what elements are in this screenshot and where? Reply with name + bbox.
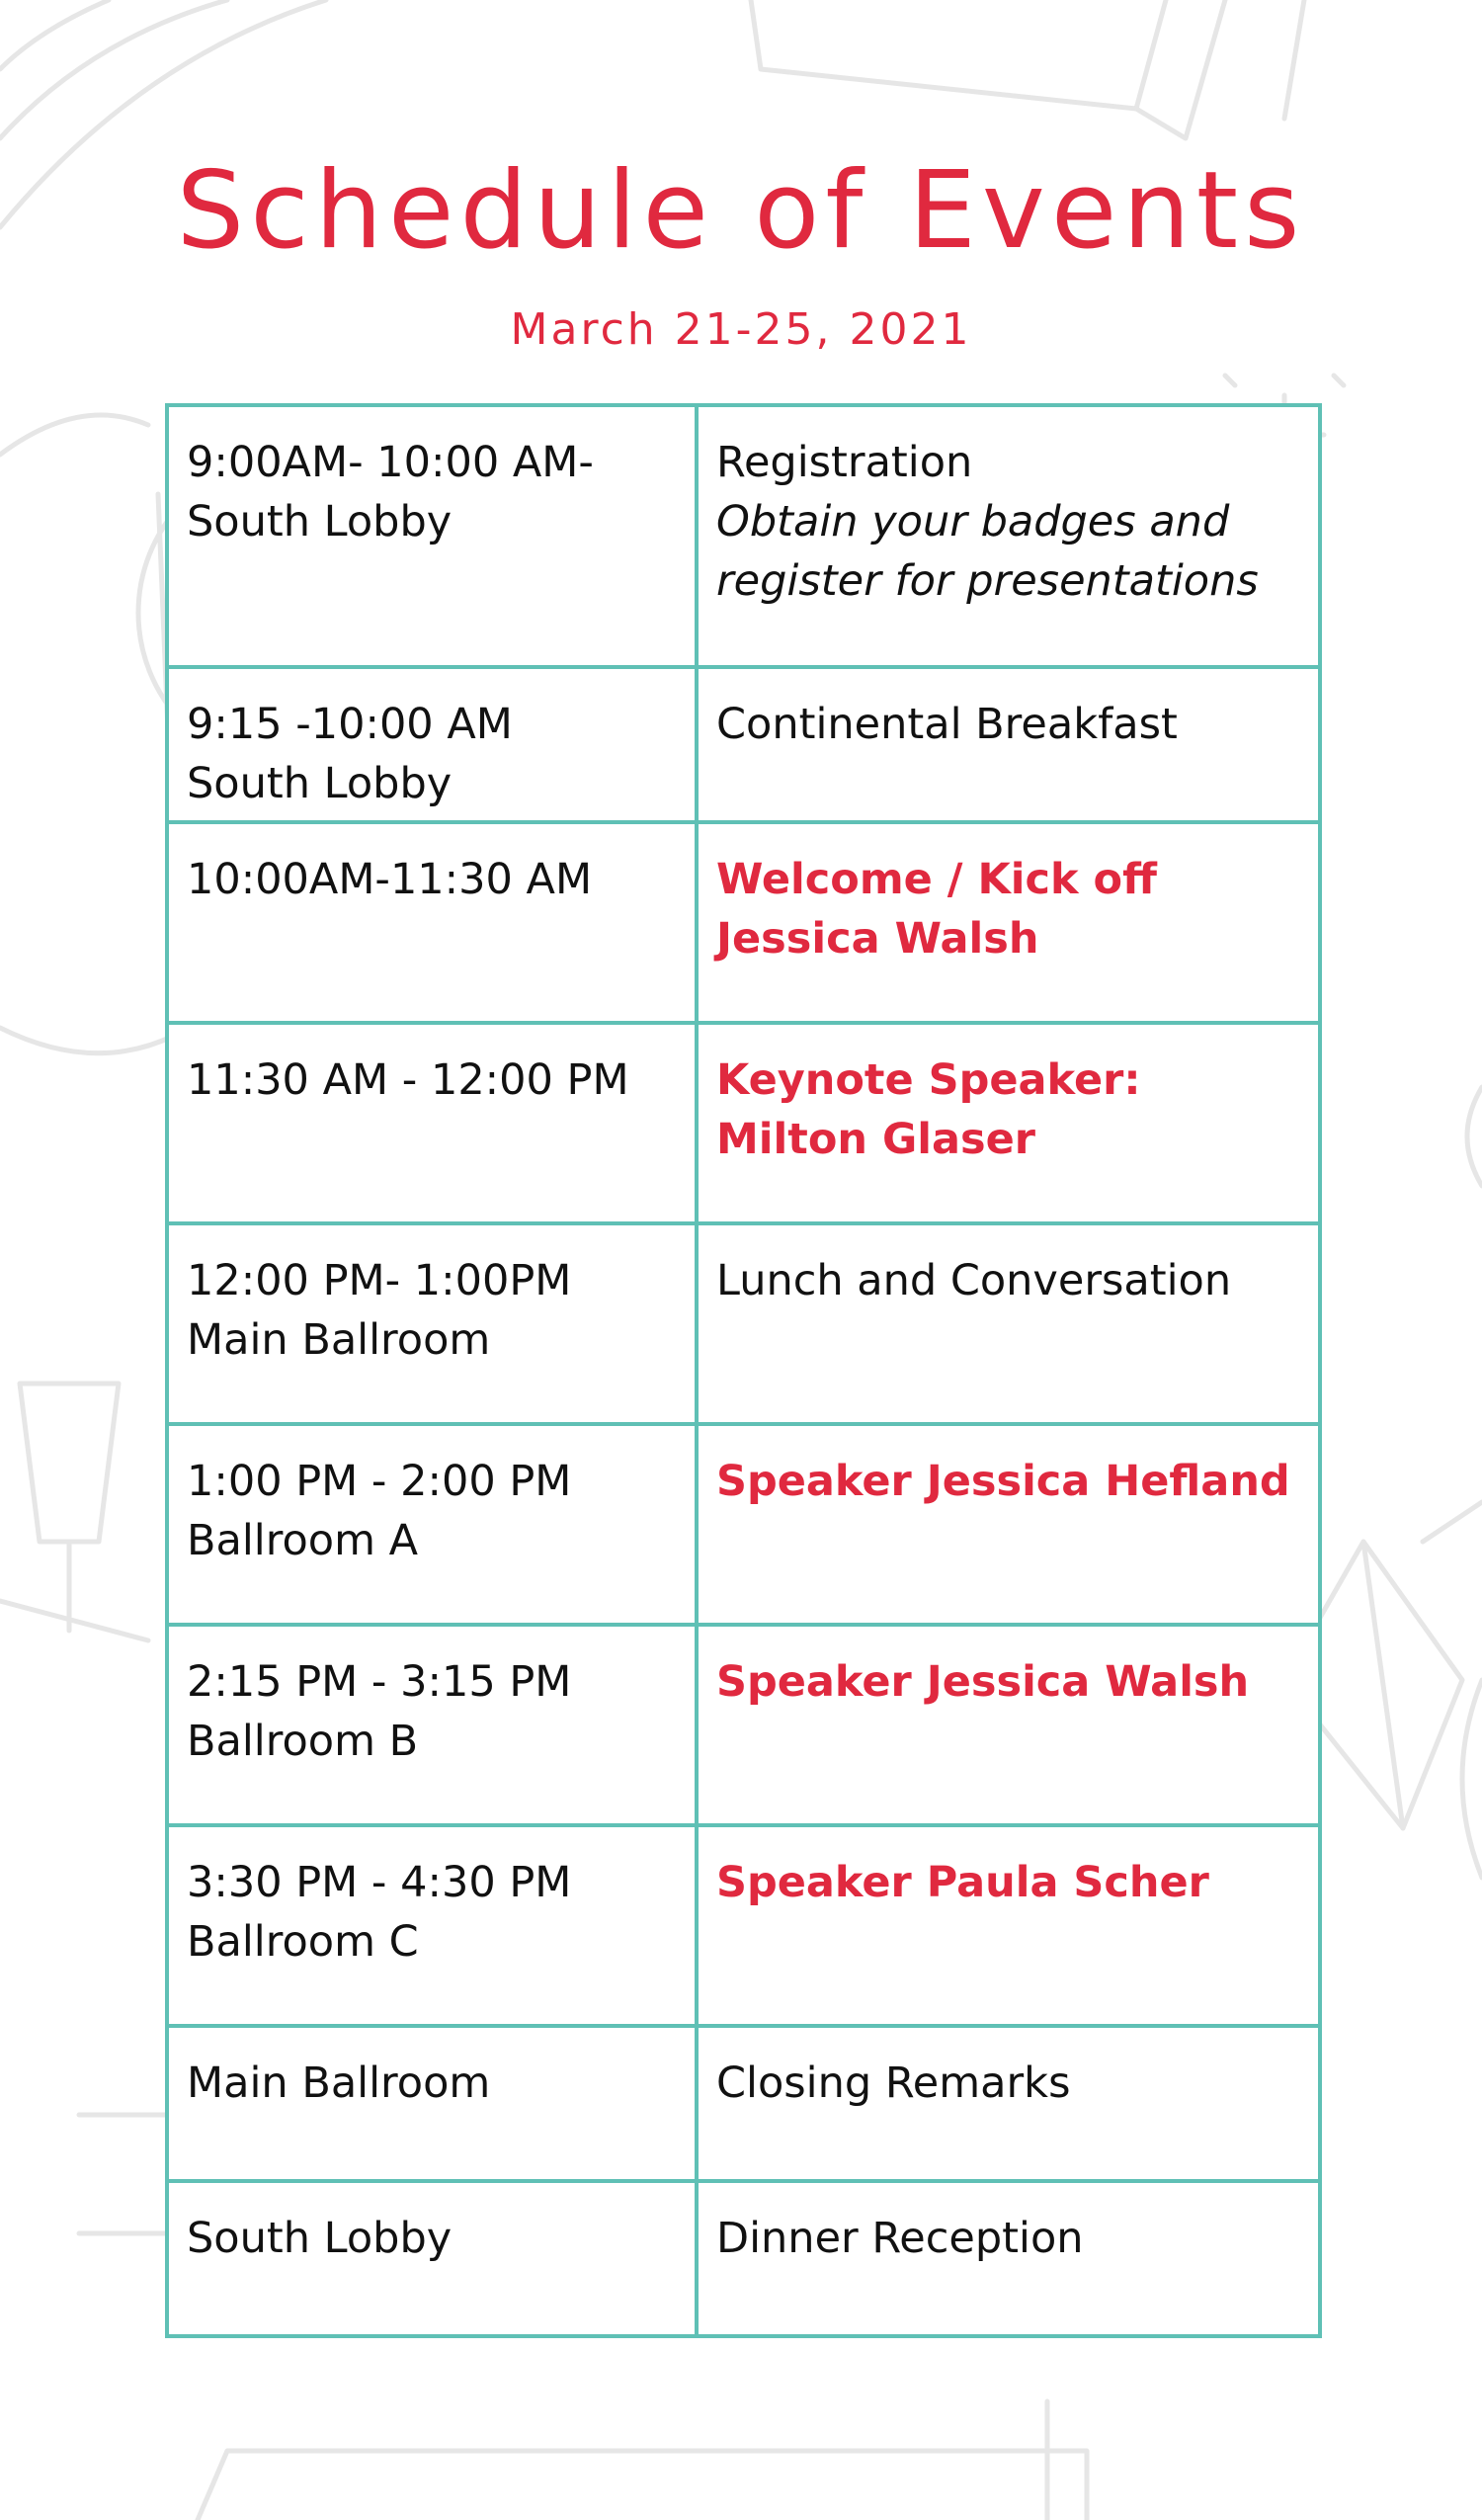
time-text: South Lobby	[187, 2214, 453, 2263]
event-title: Keynote Speaker:	[716, 1055, 1141, 1105]
time-text: 1:00 PM - 2:00 PM	[187, 1457, 572, 1506]
time-location-cell	[167, 2181, 697, 2336]
schedule-row	[167, 1023, 1320, 1223]
schedule-row	[167, 405, 1320, 667]
time-text: 12:00 PM- 1:00PM	[187, 1256, 572, 1305]
event-cell	[697, 667, 1320, 822]
time-location-cell	[167, 1625, 697, 1825]
event-note: register for presentations	[716, 556, 1259, 606]
date-range: March 21-25, 2021	[510, 304, 972, 355]
event-title: Dinner Reception	[716, 2214, 1084, 2263]
event-cell	[697, 1223, 1320, 1424]
time-text: 2:15 PM - 3:15 PM	[187, 1657, 572, 1707]
location-text: Ballroom B	[187, 1717, 419, 1766]
time-text: 10:00AM-11:30 AM	[187, 855, 593, 904]
time-text: 11:30 AM - 12:00 PM	[187, 1055, 629, 1105]
location-text: South Lobby	[187, 759, 453, 808]
event-cell	[697, 1825, 1320, 2026]
schedule-row	[167, 1223, 1320, 1424]
schedule-table-body	[167, 405, 1320, 2336]
schedule-row	[167, 1825, 1320, 2026]
event-cell	[697, 1023, 1320, 1223]
schedule-row	[167, 2026, 1320, 2181]
time-location-cell	[167, 1023, 697, 1223]
page-title: Schedule of Events	[176, 149, 1306, 273]
event-title: Speaker Jessica Hefland	[716, 1457, 1290, 1506]
time-text: Main Ballroom	[187, 2058, 491, 2108]
schedule-row	[167, 667, 1320, 822]
event-title: Milton Glaser	[716, 1115, 1035, 1164]
event-cell	[697, 822, 1320, 1023]
schedule-row	[167, 822, 1320, 1023]
time-location-cell	[167, 822, 697, 1023]
location-text: Ballroom A	[187, 1516, 419, 1565]
location-text: Ballroom C	[187, 1917, 419, 1967]
time-location-cell	[167, 667, 697, 822]
event-cell	[697, 1625, 1320, 1825]
time-text: 9:15 -10:00 AM	[187, 700, 513, 749]
location-text: South Lobby	[187, 497, 453, 546]
event-title: Lunch and Conversation	[716, 1256, 1232, 1305]
event-cell	[697, 2181, 1320, 2336]
time-text: 9:00AM- 10:00 AM-	[187, 438, 594, 487]
event-cell	[697, 1424, 1320, 1625]
event-title: Jessica Walsh	[716, 914, 1039, 964]
event-cell	[697, 2026, 1320, 2181]
schedule-table	[165, 403, 1322, 2338]
schedule-row	[167, 1424, 1320, 1625]
schedule-row	[167, 2181, 1320, 2336]
time-location-cell	[167, 1424, 697, 1625]
event-title: Registration	[716, 438, 973, 487]
event-title: Speaker Jessica Walsh	[716, 1657, 1250, 1707]
schedule-row	[167, 1625, 1320, 1825]
time-text: 3:30 PM - 4:30 PM	[187, 1858, 572, 1907]
event-note: Obtain your badges and	[716, 497, 1230, 546]
event-title: Continental Breakfast	[716, 700, 1178, 749]
event-title: Welcome / Kick off	[716, 855, 1157, 904]
event-title: Speaker Paula Scher	[716, 1858, 1209, 1907]
location-text: Main Ballroom	[187, 1315, 491, 1365]
time-location-cell	[167, 405, 697, 667]
event-title: Closing Remarks	[716, 2058, 1071, 2108]
time-location-cell	[167, 1825, 697, 2026]
time-location-cell	[167, 1223, 697, 1424]
event-cell	[697, 405, 1320, 667]
time-location-cell	[167, 2026, 697, 2181]
